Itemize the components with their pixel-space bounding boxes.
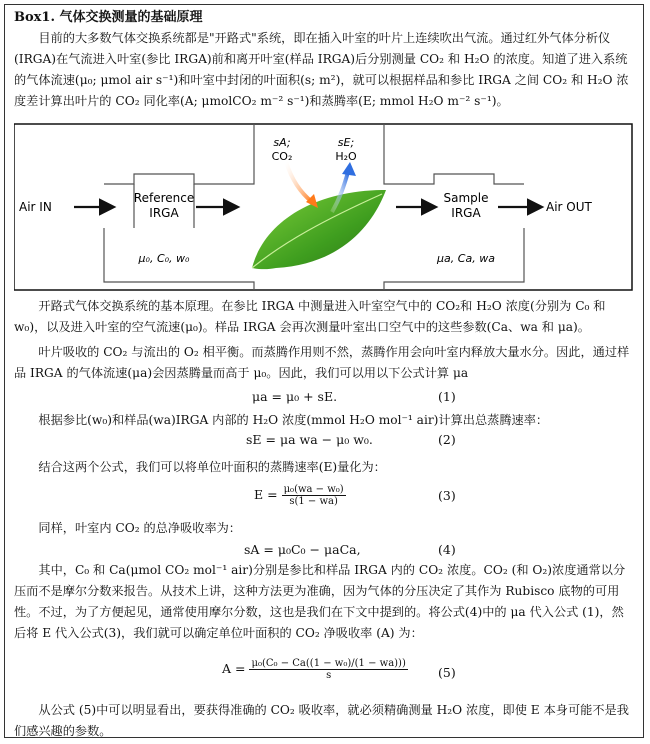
- paragraph-6: 同样，叶室内 CO₂ 的总净吸收率为：: [38, 521, 241, 535]
- equation-2-number: (2): [438, 432, 456, 447]
- paragraph-5: 结合这两个公式，我们可以将单位叶面积的蒸腾速率(E)量化为：: [38, 460, 386, 474]
- sA-label: sA;: [273, 136, 291, 149]
- paragraph-7: 其中，C₀ 和 Ca(μmol CO₂ mol⁻¹ air)分别是参比和样品 IRGA 内的 CO₂ 浓度。CO₂ (和 O₂)浓度通常以分压而不是摩尔分数来报告。从技术上讲，这种方法更为准确，因为气体的分压决定了其作为 Rubisco 底物的可用性。不过，为了方便起见，通常使用摩尔分数，这也是我们在下文中提到的。将公式(4)中的 μa 代入公式 (1)，然后将 E 代入公式(3)，我们就可以确定单位叶面积的 CO₂ 净吸收率 (A) 为：: [14, 563, 626, 640]
- reference-params: μ₀, C₀, w₀: [138, 252, 190, 265]
- co2-uptake-arrow: [286, 162, 312, 202]
- diagram-caption: 开路式气体交换系统的基本原理。在参比 IRGA 中测量进入叶室空气中的 CO₂和 H₂O 浓度(分别为 C₀ 和 w₀)，以及进入叶室的空气流速(μ₀)。样品 IRGA 会再次测量叶室出口空气中的这些参数(Ca、wa 和 μa)。: [14, 299, 606, 334]
- reference-label-line1: Reference: [133, 191, 195, 205]
- equation-3-denominator: s(1 − wa): [289, 496, 338, 507]
- chamber-top-outline: [104, 124, 524, 184]
- equation-2: sE = μa wa − μ₀ w₀.: [246, 432, 373, 447]
- equation-5-numerator: μ₀(C₀ − Ca((1 − w₀)/(1 − wa))): [251, 658, 406, 669]
- equation-3-lhs: E =: [254, 487, 278, 502]
- equation-3: [254, 484, 346, 507]
- sample-params: μa, Ca, wa: [437, 252, 495, 265]
- equation-5-number: (5): [438, 665, 456, 680]
- equation-5: [222, 658, 408, 681]
- intro-paragraph: 目前的大多数气体交换系统都是"开路式"系统，即在插入叶室的叶片上连续吹出气流。通过红外气体分析仪(IRGA)在气流进入叶室(参比 IRGA)前和离开叶室(样品 IRGA)后分别测量 CO₂ 和 H₂O 的浓度。知道了进入系统的气体流速(μ₀; μmol air s⁻¹)和叶室中封闭的叶面积(s; m²)，就可以根据样品和参比 IRGA 之间 CO₂ 和 H₂O 浓度差计算出叶片的 CO₂ 同化率(A; μmolCO₂ m⁻² s⁻¹)和蒸腾率(E; mmol H₂O m⁻² s⁻¹)。: [14, 31, 629, 108]
- equation-4: sA = μ₀C₀ − μaCa,: [244, 542, 361, 557]
- sample-label-line1: Sample: [443, 191, 489, 205]
- sample-label-line2: IRGA: [451, 206, 481, 220]
- paragraph-3: 叶片吸收的 CO₂ 与流出的 O₂ 相平衡。而蒸腾作用则不然，蒸腾作用会向叶室内释放大量水分。因此，通过样品 IRGA 的气体流速(μa)会因蒸腾量而高于 μ₀。因此，我们可以用以下公式计算 μa: [14, 345, 630, 380]
- h2o-label: H₂O: [335, 150, 357, 163]
- equation-5-denominator: s: [326, 670, 332, 681]
- equation-3-numerator: μ₀(wa − w₀): [283, 484, 344, 495]
- gas-exchange-diagram: [14, 122, 634, 292]
- sE-label: sE;: [337, 136, 355, 149]
- co2-label: CO₂: [271, 150, 293, 163]
- equation-3-fraction: [282, 484, 346, 507]
- equation-1-number: (1): [438, 389, 456, 404]
- equation-4-number: (4): [438, 542, 456, 557]
- box-title: Box1. 气体交换测量的基础原理: [14, 10, 203, 25]
- equation-5-fraction: [249, 658, 407, 681]
- reference-label-line2: IRGA: [149, 206, 179, 220]
- equation-3-number: (3): [438, 488, 456, 503]
- equation-1: μa = μ₀ + sE.: [252, 389, 338, 404]
- air-out-label: Air OUT: [546, 200, 592, 214]
- paragraph-8: 从公式 (5)中可以明显看出，要获得准确的 CO₂ 吸收率，就必须精确测量 H₂O 浓度，即使 E 本身可能不是我们感兴趣的参数。: [14, 703, 629, 738]
- paragraph-4: 根据参比(w₀)和样品(wa)IRGA 内部的 H₂O 浓度(mmol H₂O mol⁻¹ air)计算出总蒸腾速率：: [38, 413, 549, 427]
- equation-5-lhs: A =: [222, 661, 246, 676]
- air-in-label: Air IN: [19, 200, 52, 214]
